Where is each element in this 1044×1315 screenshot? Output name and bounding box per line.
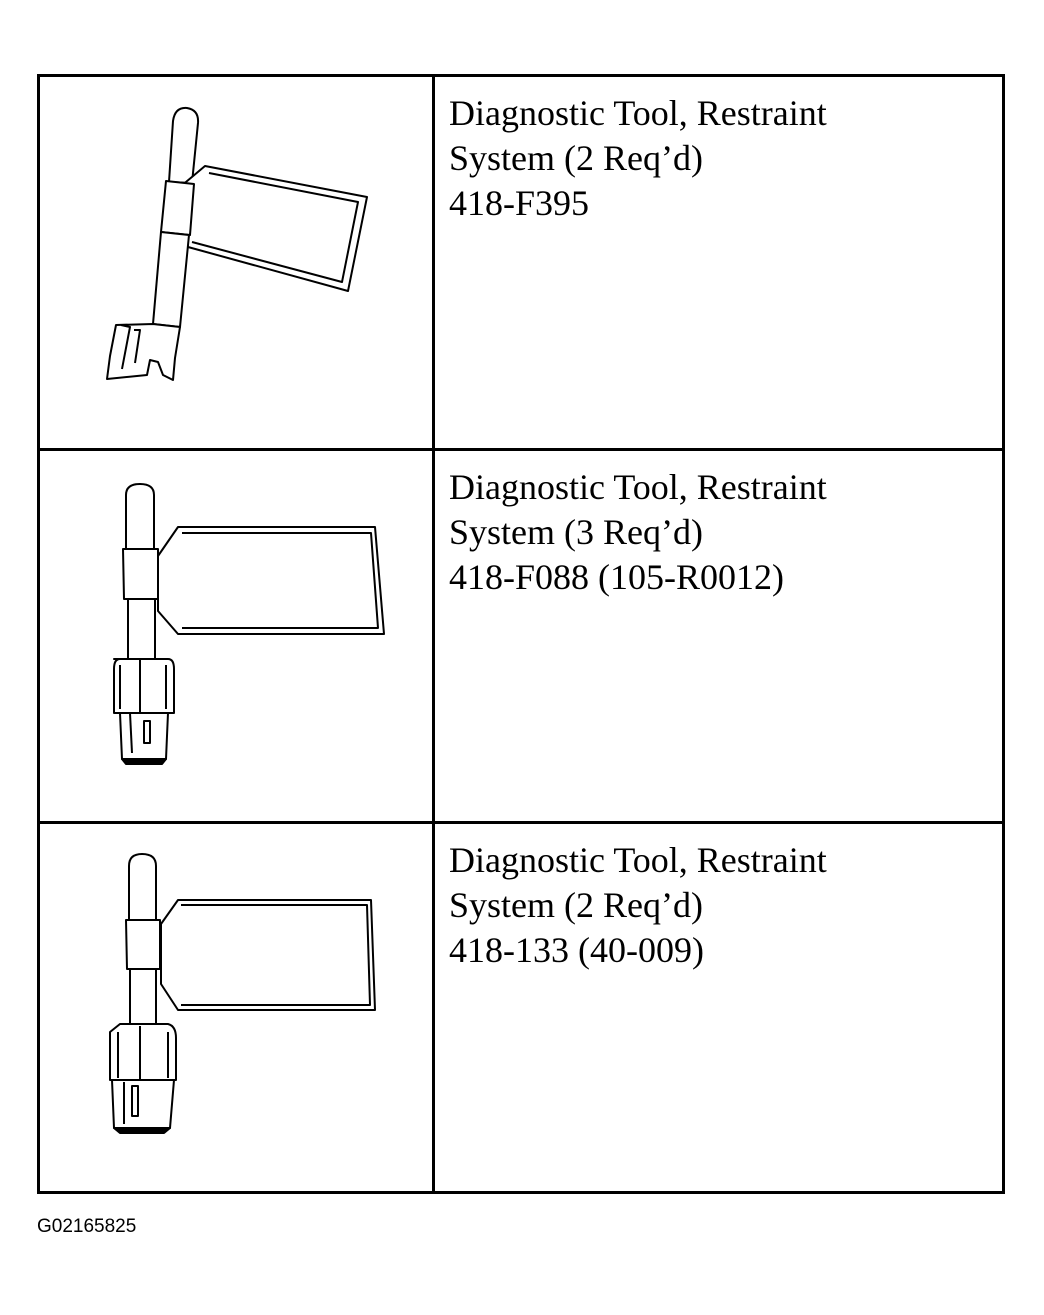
tool-row: [40, 824, 1002, 1191]
probe-with-tag-connector-end-icon: [40, 451, 432, 823]
tool-description: [449, 838, 989, 973]
tool-illustration-cell: [40, 451, 432, 821]
tool-part-number: 418-F395: [449, 183, 590, 223]
tool-row: [40, 451, 1002, 824]
tool-illustration-cell: [40, 824, 432, 1191]
tool-name-line-2: System (2 Req’d): [449, 138, 703, 178]
tool-name-line-1: Diagnostic Tool, Restraint: [449, 840, 827, 880]
tool-description: [449, 465, 989, 600]
tool-description: [449, 91, 989, 226]
tool-illustration-cell: [40, 77, 432, 448]
figure-id: G02165825: [37, 1216, 137, 1237]
tool-name-line-2: System (2 Req’d): [449, 885, 703, 925]
probe-with-tag-fork-end-icon: [40, 77, 432, 449]
tool-name-line-1: Diagnostic Tool, Restraint: [449, 93, 827, 133]
tool-part-number: 418-F088 (105-R0012): [449, 557, 784, 597]
tool-part-number: 418-133 (40-009): [449, 930, 704, 970]
special-tools-table: [37, 74, 1005, 1194]
tool-name-line-2: System (3 Req’d): [449, 512, 703, 552]
tool-row: [40, 77, 1002, 451]
tool-name-line-1: Diagnostic Tool, Restraint: [449, 467, 827, 507]
probe-with-tag-connector-end-icon: [40, 824, 432, 1190]
